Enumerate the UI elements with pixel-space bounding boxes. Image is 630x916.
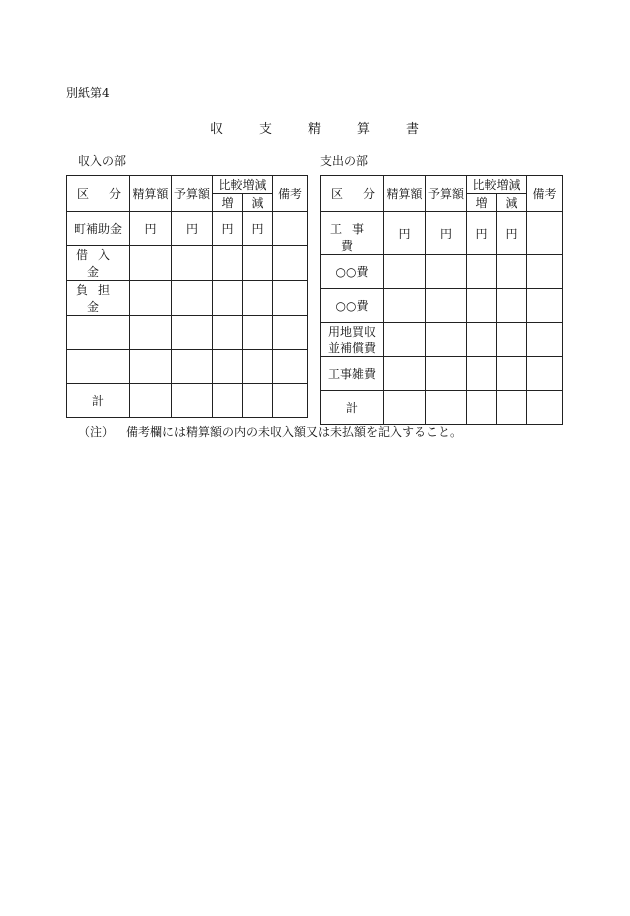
remarks-cell <box>527 212 563 255</box>
total-row <box>67 384 308 418</box>
cell <box>527 391 563 425</box>
remarks-header: 備考 <box>527 176 563 212</box>
settled-header: 精算額 <box>384 176 426 212</box>
cell <box>213 350 243 384</box>
total-row <box>321 391 563 425</box>
cell <box>243 316 273 350</box>
cell <box>467 323 497 357</box>
title-char: 書 <box>406 122 420 137</box>
cell <box>273 246 308 281</box>
cell <box>527 357 563 391</box>
income-table <box>66 175 308 418</box>
cell <box>273 350 308 384</box>
cell <box>426 357 467 391</box>
cell <box>384 391 426 425</box>
total-label: 計 <box>321 391 384 425</box>
kubun-char: 区 <box>77 187 90 201</box>
cell <box>426 391 467 425</box>
cell <box>384 289 426 323</box>
cell <box>273 281 308 316</box>
row-label: 借入金 <box>67 246 130 281</box>
cell <box>384 323 426 357</box>
comparison-header: 比較増減 <box>467 176 527 194</box>
table-row <box>321 357 563 391</box>
cell <box>172 246 213 281</box>
remarks-cell <box>273 212 308 246</box>
header-row <box>321 176 563 194</box>
table-row <box>67 281 308 316</box>
expense-table <box>320 175 563 425</box>
cell <box>213 384 243 418</box>
yen-unit: 円 <box>497 212 527 255</box>
increase-header: 増 <box>213 194 243 212</box>
cell <box>527 323 563 357</box>
title-char: 支 <box>259 122 273 137</box>
increase-header: 増 <box>467 194 497 212</box>
expense-section-label: 支出の部 <box>320 154 369 168</box>
yen-unit: 円 <box>213 212 243 246</box>
cell <box>172 316 213 350</box>
cell <box>130 246 172 281</box>
yen-unit: 円 <box>172 212 213 246</box>
table-row <box>321 289 563 323</box>
cell <box>172 350 213 384</box>
cell <box>467 391 497 425</box>
cell <box>527 289 563 323</box>
cell <box>130 281 172 316</box>
income-section-label: 収入の部 <box>78 154 127 168</box>
row-label-line: 並補償費 <box>327 340 376 355</box>
cell <box>172 281 213 316</box>
title-char: 算 <box>357 122 371 137</box>
row-label: 町補助金 <box>67 212 130 246</box>
table-row <box>67 350 308 384</box>
cell <box>213 316 243 350</box>
cell <box>497 323 527 357</box>
cell <box>243 384 273 418</box>
header-row <box>67 176 308 194</box>
cell <box>243 246 273 281</box>
cell <box>497 391 527 425</box>
budget-header: 予算額 <box>426 176 467 212</box>
table-row <box>321 323 563 357</box>
cell <box>384 255 426 289</box>
decrease-header: 減 <box>243 194 273 212</box>
footnote <box>78 423 462 440</box>
yen-unit: 円 <box>130 212 172 246</box>
table-row <box>67 246 308 281</box>
remarks-header: 備考 <box>273 176 308 212</box>
footnote-mark: （注） <box>78 425 115 439</box>
cell <box>467 357 497 391</box>
cell <box>243 281 273 316</box>
cell <box>243 350 273 384</box>
cell <box>426 255 467 289</box>
cell <box>273 384 308 418</box>
row-label: 負担金 <box>67 281 130 316</box>
cell <box>497 357 527 391</box>
row-label-line: 用地買収 <box>327 324 376 339</box>
table-row <box>321 212 563 255</box>
comparison-header: 比較増減 <box>213 176 273 194</box>
cell <box>497 289 527 323</box>
table-row <box>321 255 563 289</box>
row-label: 工事費 <box>321 212 384 255</box>
settled-header: 精算額 <box>130 176 172 212</box>
row-label: ○○費 <box>321 255 384 289</box>
cell <box>130 350 172 384</box>
cell <box>273 316 308 350</box>
kubun-char: 分 <box>362 187 375 201</box>
cell <box>467 289 497 323</box>
row-label: 工事雑費 <box>321 357 384 391</box>
cell <box>213 281 243 316</box>
yen-unit: 円 <box>243 212 273 246</box>
cell <box>172 384 213 418</box>
table-row <box>67 212 308 246</box>
cell <box>527 255 563 289</box>
footnote-text: 備考欄には精算額の内の未収入額又は未払額を記入すること。 <box>126 425 463 439</box>
yen-unit: 円 <box>384 212 426 255</box>
row-label <box>67 350 130 384</box>
title-char: 精 <box>308 122 322 137</box>
kubun-char: 分 <box>108 187 121 201</box>
row-label: ○○費 <box>321 289 384 323</box>
total-label: 計 <box>67 384 130 418</box>
cell <box>497 255 527 289</box>
decrease-header: 減 <box>497 194 527 212</box>
cell <box>213 246 243 281</box>
table-row <box>67 316 308 350</box>
cell <box>130 316 172 350</box>
row-label <box>321 323 384 357</box>
row-label <box>67 316 130 350</box>
cell <box>426 289 467 323</box>
title-char: 収 <box>210 122 224 137</box>
kubun-char: 区 <box>331 187 344 201</box>
yen-unit: 円 <box>426 212 467 255</box>
kubun-header <box>67 176 130 212</box>
budget-header: 予算額 <box>172 176 213 212</box>
cell <box>384 357 426 391</box>
cell <box>467 255 497 289</box>
document-title <box>210 118 455 137</box>
form-number: 別紙第4 <box>66 86 110 100</box>
kubun-header <box>321 176 384 212</box>
yen-unit: 円 <box>467 212 497 255</box>
cell <box>130 384 172 418</box>
cell <box>426 323 467 357</box>
